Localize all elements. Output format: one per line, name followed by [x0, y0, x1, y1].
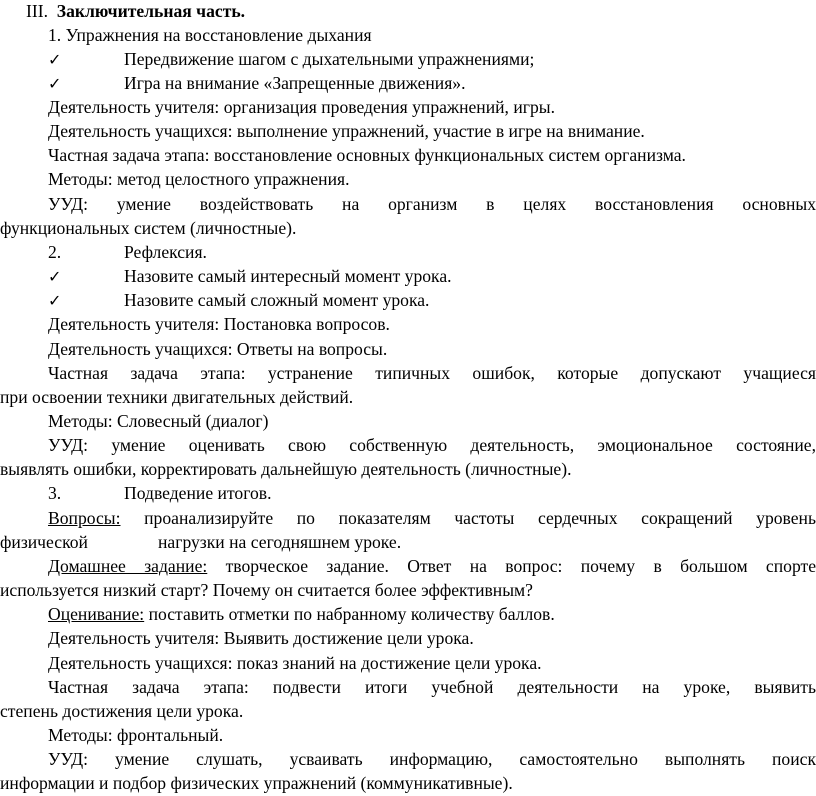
- part2-methods: Методы: Словесный (диалог): [48, 411, 269, 431]
- part2-list-item: [0, 265, 816, 288]
- part3-stage-task-line1: Частная задача этапа: подвести итоги учебной деятельности на уроке, выявить: [48, 677, 816, 697]
- part2-heading: [0, 241, 816, 264]
- part2-student-activity: Деятельность учащихся: Ответы на вопросы.: [48, 339, 388, 359]
- part2-uud-line2: выявлять ошибки, корректировать дальнейшую деятельность (личностные).: [0, 459, 572, 479]
- checkmark-icon: ✓: [48, 267, 62, 286]
- part3-heading: [0, 482, 816, 505]
- part2-uud-line1: УУД: умение оценивать свою собственную деятельность, эмоциональное состояние,: [48, 435, 816, 455]
- part1-heading: 1. Упражнения на восстановление дыхания: [48, 25, 372, 45]
- part3-student-activity: Деятельность учащихся: показ знаний на достижение цели урока.: [48, 653, 542, 673]
- part3-uud-line2: информации и подбор физических упражнений (коммуникативные).: [0, 773, 513, 793]
- part3-homework-line2: используется низкий старт? Почему он считается более эффективным?: [0, 580, 533, 600]
- section-title: [26, 0, 816, 23]
- part2-item-text: Назовите самый интересный момент урока.: [124, 266, 452, 286]
- section-title-text: Заключительная часть.: [56, 1, 246, 21]
- part1-item-text: Передвижение шагом с дыхательными упражнениями;: [124, 49, 535, 69]
- part3-questions-line2: [0, 531, 816, 554]
- part1-uud-line2: функциональных систем (личностные).: [0, 218, 297, 238]
- part2-stage-task-line1: Частная задача этапа: устранение типичных ошибок, которые допускают учащиеся: [48, 363, 816, 383]
- part3-heading-text: Подведение итогов.: [124, 483, 272, 503]
- part1-list-item: [0, 72, 816, 95]
- questions-text: проанализируйте по показателям частоты сердечных сокращений уровень: [120, 508, 816, 528]
- part2-number: 2.: [48, 242, 62, 262]
- part1-uud-line1: УУД: умение воздействовать на организм в целях восстановления основных: [48, 194, 816, 214]
- part3-methods: Методы: фронтальный.: [48, 725, 224, 745]
- part2-teacher-activity: Деятельность учителя: Постановка вопросов.: [48, 314, 390, 334]
- part3-teacher-activity: Деятельность учителя: Выявить достижение цели урока.: [48, 628, 474, 648]
- part1-methods: Методы: метод целостного упражнения.: [48, 169, 350, 189]
- grading-label: Оценивание:: [48, 604, 145, 624]
- grading-text: поставить отметки по набранному количеству баллов.: [144, 604, 555, 624]
- part2-item-text: Назовите самый сложный момент урока.: [124, 290, 430, 310]
- part1-item-text: Игра на внимание «Запрещенные движения».: [124, 73, 466, 93]
- questions-text-part-b: нагрузки на сегодняшнем уроке.: [158, 532, 402, 552]
- checkmark-icon: ✓: [48, 291, 62, 310]
- part3-number: 3.: [48, 483, 62, 503]
- questions-text-part-a: физической: [0, 532, 88, 552]
- part1-stage-task: Частная задача этапа: восстановление основных функциональных систем организма.: [48, 145, 686, 165]
- checkmark-icon: ✓: [48, 50, 62, 69]
- questions-label: Вопросы:: [48, 508, 121, 528]
- part2-stage-task-line2: при освоении техники двигательных действий.: [0, 387, 354, 407]
- homework-label: Домашнее задание:: [48, 556, 208, 576]
- part1-student-activity: Деятельность учащихся: выполнение упражнений, участие в игре на внимание.: [48, 121, 645, 141]
- part3-grading: [48, 603, 816, 626]
- part3-stage-task-line2: степень достижения цели урока.: [0, 701, 244, 721]
- section-roman-numeral: III.: [26, 1, 48, 21]
- part3-uud-line1: УУД: умение слушать, усваивать информацию, самостоятельно выполнять поиск: [48, 749, 816, 769]
- part1-list-item: [0, 48, 816, 71]
- checkmark-icon: ✓: [48, 74, 62, 93]
- part3-questions-line1: [48, 507, 816, 530]
- homework-text: творческое задание. Ответ на вопрос: почему в большом спорте: [207, 556, 816, 576]
- part2-list-item: [0, 289, 816, 312]
- part2-heading-text: Рефлексия.: [124, 242, 207, 262]
- part3-homework-line1: [48, 555, 816, 578]
- part1-teacher-activity: Деятельность учителя: организация проведения упражнений, игры.: [48, 97, 555, 117]
